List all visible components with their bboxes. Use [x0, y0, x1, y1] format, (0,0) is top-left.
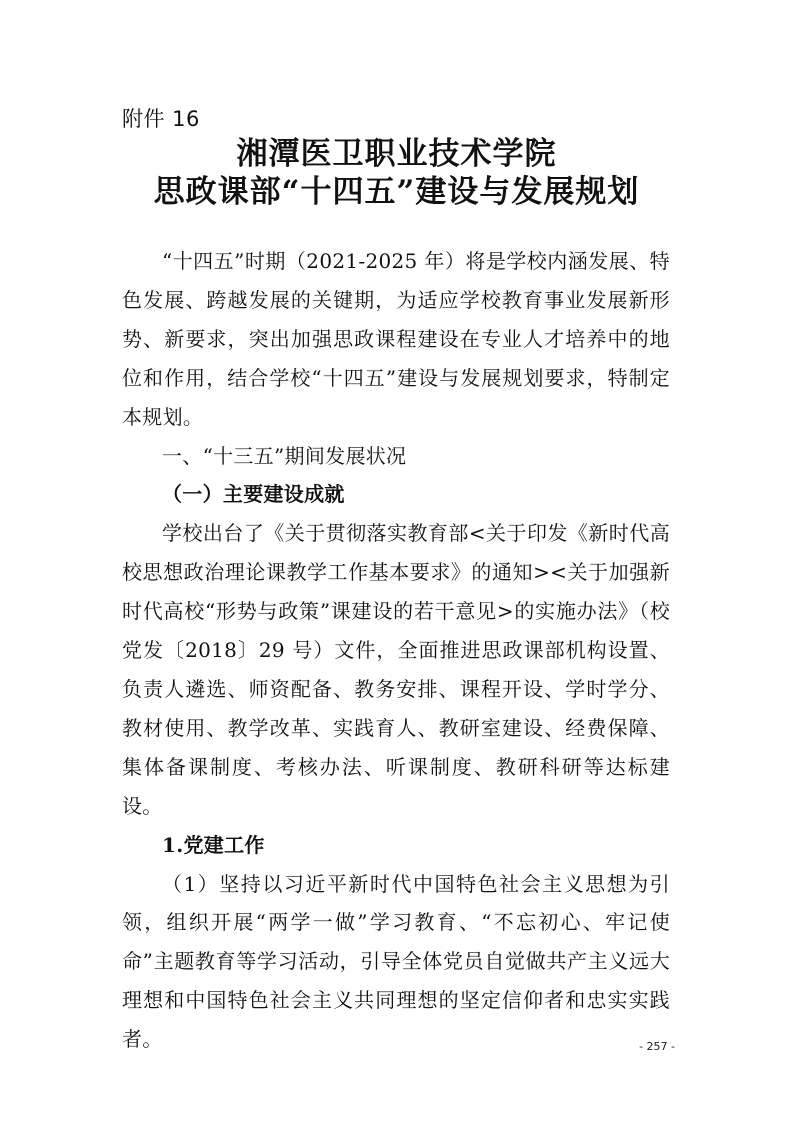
document-title-line1: 湘潭医卫职业技术学院 [236, 136, 557, 172]
item1-paragraph: （1）坚持以习近平新时代中国特色社会主义思想为引领，组织开展“两学一做”学习教育、“不忘初心、牢记使命”主题教育等学习活动，引导全体党员自觉做共产主义远大理想和中国特色社会主义共同理想的坚定信仰者和忠实实践者。 [122, 871, 670, 1052]
subsection1-heading: （一）主要建设成就 [162, 482, 345, 507]
document-title-line2: 思政课部“十四五”建设与发展规划 [153, 174, 640, 210]
attachment-label: 附件 16 [122, 107, 200, 131]
subsection1-paragraph: 学校出台了《关于贯彻落实教育部<关于印发《新时代高校思想政治理论课教学工作基本要求》的通知><关于加强新时代高校“形势与政策”课建设的若干意见>的实施办法》（校党发〔2018〕29 号）文件，全面推进思政课部机构设置、负责人遴选、师资配备、教务安排、课程开设、学时学分、教材使用、教学改革、实践育人、教研室建设、经费保障、集体备课制度、考核办法、听课制度、教研科研等达标建设。 [122, 521, 670, 818]
document-body [122, 242, 670, 1059]
intro-paragraph: “十四五”时期（2021-2025 年）将是学校内涵发展、特色发展、跨越发展的关键期，为适应学校教育事业发展新形势、新要求，突出加强思政课程建设在专业人才培养中的地位和作用，结合学校“十四五”建设与发展规划要求，特制定本规划。 [122, 249, 670, 429]
section1-heading: 一、“十三五”期间发展状况 [162, 443, 407, 468]
item1-heading: 1.党建工作 [162, 832, 265, 857]
page-number: - 257 - [639, 1040, 675, 1053]
